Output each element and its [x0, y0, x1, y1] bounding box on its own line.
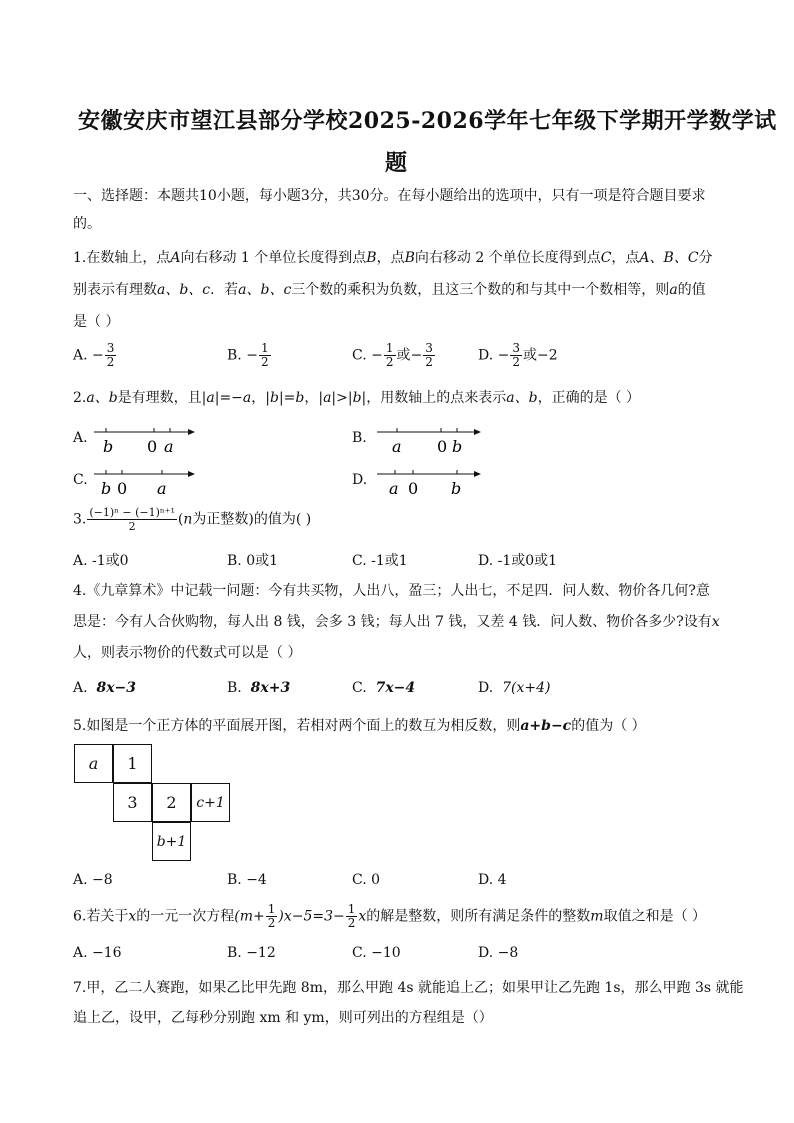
q2-a-mark-a: a: [164, 437, 174, 456]
page-title-line1: 安徽安庆市望江县部分学校2025-2026学年七年级下学期开学数学试: [78, 108, 777, 134]
cube-cell-a: a: [74, 744, 113, 783]
q5-option-d[interactable]: D. 4: [478, 872, 507, 888]
q4-line3: 人，则表示物价的代数式可以是（ ）: [73, 645, 302, 661]
q2-c-mark-b: b: [101, 479, 112, 498]
q4-option-b[interactable]: B. 8x+3: [227, 680, 291, 696]
q2-d-mark-0: 0: [408, 479, 419, 498]
q7-line2: 追上乙，设甲，乙每秒分别跑 xm 和 ym，则可列出的方程组是（）: [73, 1010, 493, 1026]
q4-line2: 思是：今有人合伙购物，每人出 8 钱，会多 3 钱；每人出 7 钱，又差 4 钱．问人数、物价各多少?设有x: [73, 614, 720, 630]
q4-line1: 4.《九章算术》中记载一问题：今有共买物，人出八，盈三；人出七，不足四．问人数、物价各几何?意: [73, 583, 710, 599]
q3-option-d[interactable]: D. -1或0或1: [478, 553, 558, 569]
cube-cell-b-plus-1: b+1: [152, 822, 191, 861]
q6-option-c[interactable]: C. −10: [352, 945, 401, 961]
q2-line1: 2.a、b是有理数，且|a|=−a，|b|=b，|a|>|b|，用数轴上的点来表示a、b，正确的是（ ）: [73, 390, 641, 406]
page-title-line2: 题: [385, 150, 408, 176]
q1-line1: 1.在数轴上，点A向右移动 1 个单位长度得到点B，点B向右移动 2 个单位长度得到点C，点A、B、C分: [73, 250, 713, 266]
q2-a-mark-b: b: [103, 437, 114, 456]
q2-option-a-label[interactable]: A.: [73, 430, 88, 446]
q6-option-d[interactable]: D. −8: [478, 945, 519, 961]
q6-option-b[interactable]: B. −12: [227, 945, 276, 961]
q2-option-b-label[interactable]: B.: [352, 430, 367, 446]
q1-option-d[interactable]: D. − $\frac{3}{2}$ 或−2: [478, 341, 558, 369]
q2-option-a-numberline[interactable]: [92, 424, 202, 460]
q2-b-mark-a: a: [392, 437, 402, 456]
q2-b-mark-b: b: [452, 437, 463, 456]
cube-cell-1: 1: [113, 744, 152, 783]
q5-option-b[interactable]: B. −4: [227, 872, 267, 888]
cube-cell-2: 2: [152, 783, 191, 822]
q2-d-mark-a: a: [389, 479, 399, 498]
q2-option-b-numberline[interactable]: [375, 424, 485, 460]
q1-option-c[interactable]: C. − $\frac{1}{2}$ 或− $\frac{3}{2}$: [352, 341, 433, 369]
q2-option-c-label[interactable]: C.: [73, 472, 88, 488]
q2-b-mark-0: 0: [437, 437, 448, 456]
section-heading: 一、选择题：本题共10小题，每小题3分，共30分。在每小题给出的选项中，只有一项是符合题目要求: [73, 188, 706, 204]
q6-option-a[interactable]: A. −16: [73, 945, 122, 961]
q2-c-mark-0: 0: [117, 479, 128, 498]
q2-option-d-label[interactable]: D.: [352, 472, 368, 488]
q2-c-mark-a: a: [157, 479, 167, 498]
cube-cell-c-plus-1: c+1: [191, 783, 230, 822]
q1-line3: 是（ ）: [73, 314, 120, 330]
q3-line: 3. $\frac{\text{(−1)ⁿ − (−1)ⁿ⁺¹}}{2}$ (n为正整数)的值为( ): [73, 506, 312, 533]
section-heading-cont: 的。: [73, 216, 101, 232]
q2-d-mark-b: b: [451, 479, 462, 498]
q4-option-d[interactable]: D. 7(x+4): [478, 680, 551, 696]
q2-option-c-numberline[interactable]: [92, 466, 202, 502]
q1-option-b[interactable]: B. − $\frac{1}{2}$: [227, 341, 269, 369]
q1-line2: 别表示有理数a、b、c．若a、b、c三个数的乘积为负数，且这三个数的和与其中一个数相等，则a的值: [73, 282, 706, 298]
q7-line1: 7.甲，乙二人赛跑，如果乙比甲先跑 8m，那么甲跑 4s 就能追上乙；如果甲让乙先跑 1s，那么甲跑 3s 就能: [73, 980, 744, 996]
cube-cell-3: 3: [113, 783, 152, 822]
q2-a-mark-0: 0: [147, 437, 158, 456]
q5-line1: 5.如图是一个正方体的平面展开图，若相对两个面上的数互为相反数，则a+b−c的值为（ ）: [73, 718, 646, 734]
q5-option-a[interactable]: A. −8: [73, 872, 113, 888]
q6-line: 6.若关于x的一元一次方程(m+ $\frac{1}{2}$ )x−5=3− $\frac{1}{2}$ x的解是整数，则所有满足条件的整数m取值之和是（ ）: [73, 902, 707, 930]
q3-option-b[interactable]: B. 0或1: [227, 553, 279, 569]
q4-option-a[interactable]: A. 8x−3: [73, 680, 137, 696]
q2-option-d-numberline[interactable]: [375, 466, 485, 502]
q3-option-c[interactable]: C. -1或1: [352, 553, 408, 569]
q4-option-c[interactable]: C. 7x−4: [352, 680, 416, 696]
q3-option-a[interactable]: A. -1或0: [73, 553, 129, 569]
q1-option-a[interactable]: A. − $\frac{3}{2}$: [73, 341, 115, 369]
q5-option-c[interactable]: C. 0: [352, 872, 381, 888]
